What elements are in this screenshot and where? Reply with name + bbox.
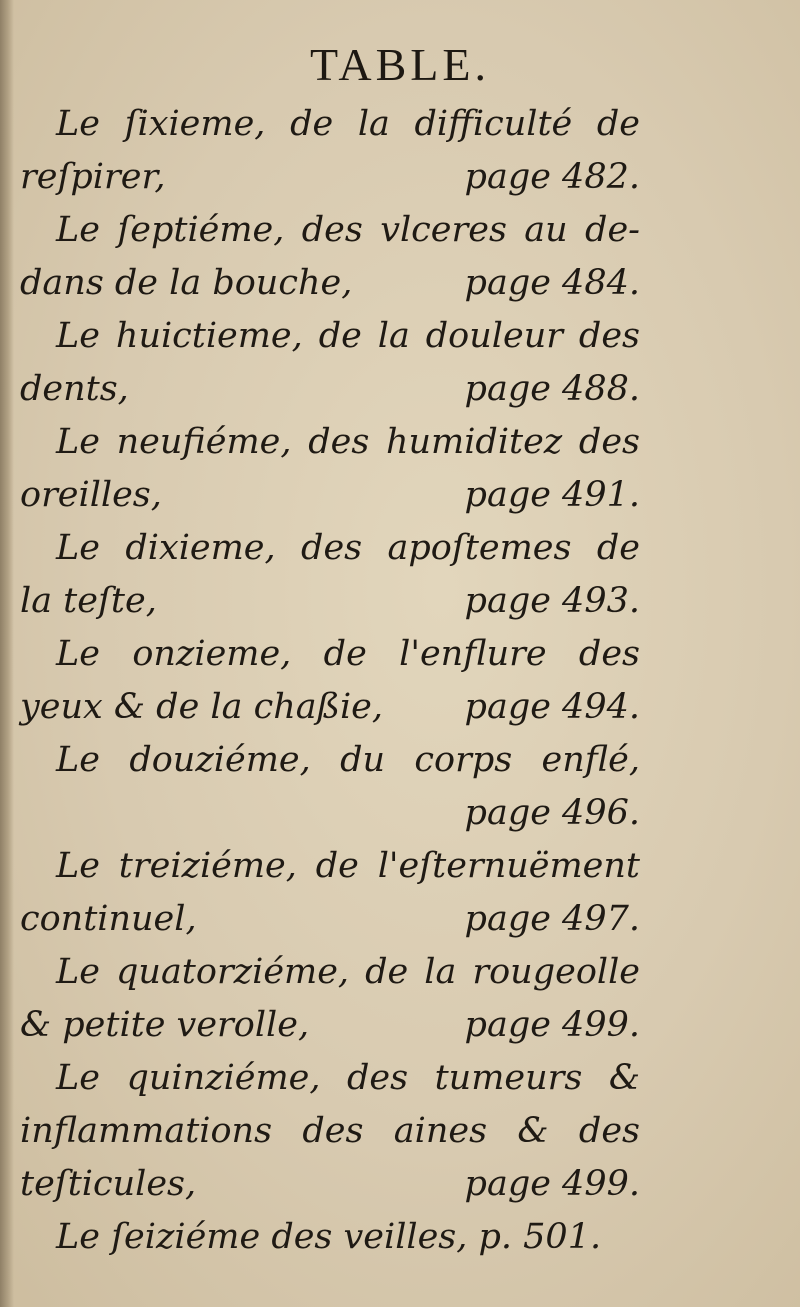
entry-title: Le treiziéme, de l'eſternuëment <box>56 846 640 886</box>
page-reference: page 499. <box>464 1164 640 1204</box>
entry-continuation <box>20 681 640 734</box>
entry-title: Le ſixieme, de la difficulté de <box>56 104 640 144</box>
book-spine <box>0 0 14 1307</box>
toc-entry-quinzieme <box>20 1052 640 1211</box>
entry-continuation <box>20 151 640 204</box>
toc-entry-septieme <box>20 204 640 310</box>
toc-entry-douzieme <box>20 734 640 840</box>
entry-title: Le huictieme, de la douleur des <box>56 316 640 356</box>
page-reference: page 496. <box>464 793 640 833</box>
entry-text: dans de la bouche, <box>20 263 353 303</box>
toc-entry-sixieme <box>20 98 640 204</box>
entry-text: oreilles, <box>20 475 162 515</box>
running-header: TABLE. <box>309 39 490 90</box>
toc-entry-neufieme <box>20 416 640 522</box>
entry-title: Le dixieme, des apoſtemes de <box>56 528 640 568</box>
entry-title: Le ſeptiéme, des vlceres au de- <box>56 210 640 250</box>
entry-title: Le douziéme, du corps enflé, <box>56 740 640 780</box>
entry-continuation <box>20 787 640 840</box>
entry-text: reſpirer, <box>20 157 166 197</box>
entry-continuation <box>20 257 640 310</box>
entry-continuation <box>20 469 640 522</box>
page-reference: page 488. <box>464 369 640 409</box>
page-reference: page 499. <box>464 1005 640 1045</box>
toc-entry-treizieme <box>20 840 640 946</box>
page-reference: page 491. <box>464 475 640 515</box>
entry-title: Le ſeiziéme des veilles, p. 501. <box>56 1217 602 1257</box>
page-reference: page 493. <box>464 581 640 621</box>
toc-entry-dixieme <box>20 522 640 628</box>
entry-continuation <box>20 1158 640 1211</box>
page-reference: page 484. <box>464 263 640 303</box>
entry-title: Le quinziéme, des tumeurs & <box>56 1058 640 1098</box>
toc-entry-onzieme <box>20 628 640 734</box>
entry-text: teſticules, <box>20 1164 197 1204</box>
toc-entry-huictieme <box>20 310 640 416</box>
entry-text: dents, <box>20 369 129 409</box>
table-of-contents <box>20 98 640 1264</box>
entry-continuation <box>20 893 640 946</box>
entry-title: Le onzieme, de l'enflure des <box>56 634 640 674</box>
toc-entry-seizieme <box>20 1211 640 1264</box>
page-reference: page 497. <box>464 899 640 939</box>
page-reference: page 494. <box>464 687 640 727</box>
entry-text: yeux & de la chaßie, <box>20 687 384 727</box>
entry-continuation <box>20 363 640 416</box>
entry-text: inflammations des aines & des <box>20 1111 640 1151</box>
entry-text: la teſte, <box>20 581 157 621</box>
toc-entry-quatorzieme <box>20 946 640 1052</box>
entry-continuation <box>20 575 640 628</box>
entry-text: continuel, <box>20 899 197 939</box>
entry-text: & petite verolle, <box>20 1005 310 1045</box>
page-reference: page 482. <box>464 157 640 197</box>
entry-title: Le neufiéme, des humiditez des <box>56 422 640 462</box>
entry-title: Le quatorziéme, de la rougeolle <box>56 952 640 992</box>
entry-continuation <box>20 999 640 1052</box>
